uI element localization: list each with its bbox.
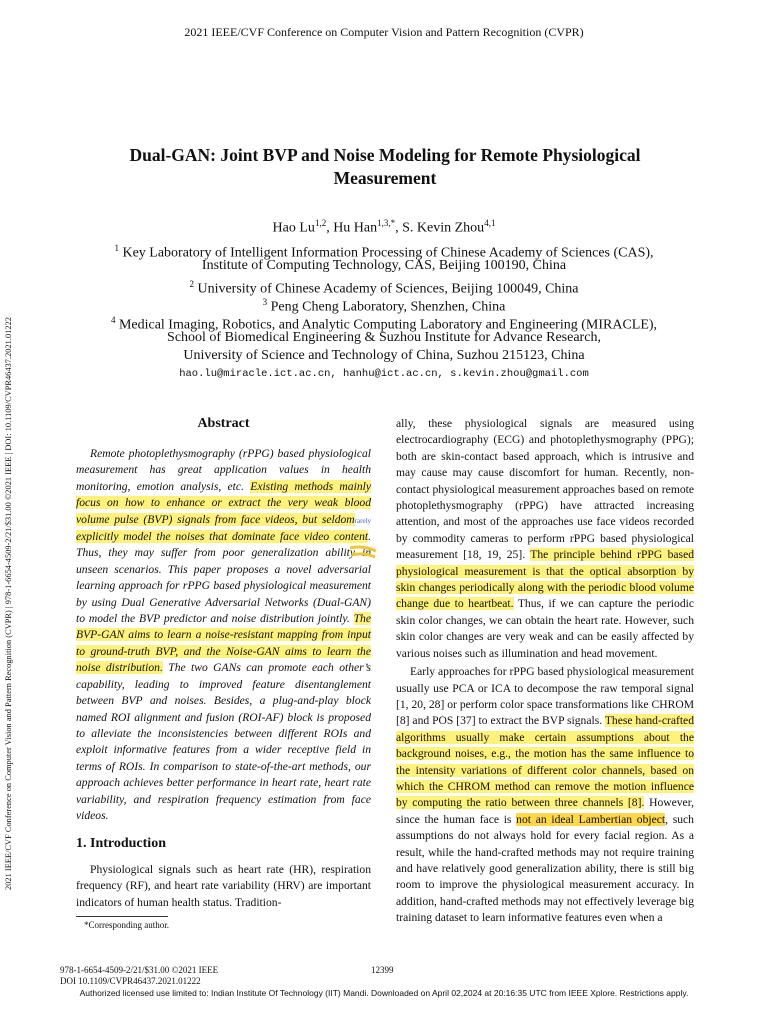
footnote: *Corresponding author. (84, 920, 169, 930)
paper-title (60, 144, 710, 190)
affiliation-sup: 1 (114, 243, 119, 253)
author-name: Hu Han (333, 220, 378, 236)
affiliation-sup: 2 (189, 279, 194, 289)
intro-paragraph (76, 862, 371, 911)
page-number: 12399 (371, 965, 394, 975)
author-sup: 1,2 (314, 218, 327, 228)
affiliation-text: Peng Cheng Laboratory, Shenzhen, China (270, 299, 506, 315)
affiliation-sup: 3 (262, 297, 268, 307)
side-doi-text: 2021 IEEE/CVF Conference on Computer Vision and Pattern Recognition (CVPR) | 978-1-6654-4509-2/21/$31.00 ©2021 IEEE | DOI: 10.1109/CVPR46437.2021.01222 (4, 317, 13, 890)
affiliation-line (0, 346, 768, 366)
section-heading: 1. Introduction (76, 836, 166, 851)
body-text: Thus, if we can capture the periodic skin color changes, we can obtain the heart rate. However, such skin color changes are very weak and can be easily affected by various noises such as illumination and head movement. (396, 597, 694, 660)
affiliation-text: School of Biomedical Engineering & Suzhou Institute for Advance Research, (167, 330, 601, 345)
affiliation-line (0, 256, 768, 276)
abstract-body (76, 446, 371, 824)
body-text: ally, these physiological signals are measured using electrocardiography (ECG) and photoplethysmography (PPG); both are skin-contact based approach, which is intrusive and may cause may cause discomfort for human. Recently, non-contact physiological measurement approaches based on remote photoplethysmography (rPPG) have attracted increasing attention, and most of the approaches use face videos recorded by commodity cameras to perform rPPG based physiological measurement [18, 19, 25]. (396, 417, 694, 562)
title-line-2: Measurement (333, 168, 437, 188)
doi-line: DOI 10.1109/CVPR46437.2021.01222 (60, 976, 201, 986)
body-text: However, since the human face is (396, 796, 694, 826)
author-list: Hao Lu$^{1,2}$, Hu Han$^{1,3,*}$, S. Kevin Zhou$^{4,1}$ (272, 218, 496, 236)
annotation-marker-icon[interactable] (348, 545, 378, 559)
license-notice: Authorized licensed use limited to: Indian Institute Of Technology (IIT) Mandi. Downloaded on April 02,2024 at 20:16:35 UTC from IEEE Xplore. Restrictions apply. (79, 988, 689, 998)
affiliation-line (0, 328, 768, 348)
intro-text: Physiological signals such as heart rate (HR), respiration frequency (RF), and heart rate variability (HRV) are important indicators of human health status. Tradition- (76, 863, 371, 909)
author-sup: 1,3,* (377, 218, 396, 228)
abstract-text: Remote photoplethysmography (rPPG) based physiological measurement has great application values in health monitoring, emotion analysis, etc. (76, 447, 371, 493)
conference-header: 2021 IEEE/CVF Conference on Computer Vision and Pattern Recognition (CVPR) (184, 25, 584, 39)
footnote-rule (76, 916, 168, 917)
author-name: Hao Lu (272, 220, 315, 236)
author-name: S. Kevin Zhou (402, 220, 485, 236)
affiliation-text: University of Science and Technology of China, Suzhou 215123, China (183, 348, 585, 363)
affiliation-text: Institute of Computing Technology, CAS, Beijing 100190, China (201, 258, 567, 273)
body-text: , such assumptions do not always hold for every facial region. As a result, while the hand-crafted methods may not require training and have relatively good generalization ability, there is still big room to improve the physiological measurement accuracy. In addition, hand-crafted methods may not effectively leverage big training dataset to learn informative features even when a (396, 812, 694, 925)
abstract-text: The two GANs can promote each other’s capability, leading to improved feature disentanglement between BVP and noises. Besides, a plug-and-play block named ROI alignment and fusion (ROI-AF) block is proposed to alleviate the inconsistencies between different ROIs and exploit informative features from a wider receptive field in terms of ROIs. In comparison to state-of-the-art methods, our approach achieves better performance in heart rate, heart rate variability, and respiration frequency estimation from face videos. (76, 661, 371, 822)
abstract-heading: Abstract (197, 416, 250, 431)
right-column (396, 416, 694, 927)
highlight-annotation[interactable]: These hand-crafted algorithms usually make certain assumptions about the background noises, e.g., the motion has the same influence to the intensity variations of different color channels, based on which the CHROM method can remove the motion influence by computing the ratio between three channels [8]. (396, 714, 695, 810)
author-sup: 4,1 (484, 218, 496, 228)
affiliation-text: Medical Imaging, Robotics, and Analytic Computing Laboratory and Engineering (MIRACLE), (118, 317, 658, 333)
highlight-annotation[interactable]: The principle behind rPPG based physiological measurement is that the optical absorption by skin changes periodically along with the periodic blood volume change due to heartbeat. (396, 548, 695, 611)
affiliation-text: University of Chinese Academy of Sciences, Beijing 100049, China (197, 281, 579, 297)
abstract-text: . Thus, they may suffer from poor generalization ability in unseen scenarios. This paper proposes a novel adversarial learning approach for rPPG based physiological measurement by using Dual Generative Adversarial Networks (Dual-GAN) to model the BVP predictor and noise distribution jointly. (76, 530, 371, 626)
title-line-1: Dual-GAN: Joint BVP and Noise Modeling for Remote Physiological (129, 145, 641, 165)
highlight-annotation[interactable]: Existing methods mainly focus on how to enhance or extract the very weak blood volume pulse (BVP) signals from face videos, but seldom (76, 479, 371, 526)
highlight-annotation[interactable]: The BVP-GAN aims to learn a noise-resistant mapping from input to ground-truth BVP, and the Noise-GAN aims to learn the noise distribution. (76, 612, 371, 675)
comment-note[interactable]: rarely (354, 516, 371, 525)
highlight-annotation[interactable]: not an ideal Lambertian object (516, 812, 666, 826)
copyright-footer (60, 965, 218, 987)
highlight-annotation[interactable]: explicitly model the noises that dominate face video content (76, 530, 369, 544)
author-emails: hao.lu@miracle.ict.ac.cn, hanhu@ict.ac.cn, s.kevin.zhou@gmail.com (179, 368, 589, 380)
affiliation-text: Key Laboratory of Intelligent Information Processing of Chinese Academy of Sciences (CAS), (122, 245, 654, 261)
body-text: Early approaches for rPPG based physiological measurement usually use PCA or ICA to decompose the raw temporal signal [1, 20, 28] or perform color space transformations like CHROM [8] and POS [37] to extract the BVP signals. (396, 665, 694, 728)
affiliation-sup: 4 (110, 315, 116, 325)
copyright-line: 978-1-6654-4509-2/21/$31.00 ©2021 IEEE (60, 965, 219, 975)
